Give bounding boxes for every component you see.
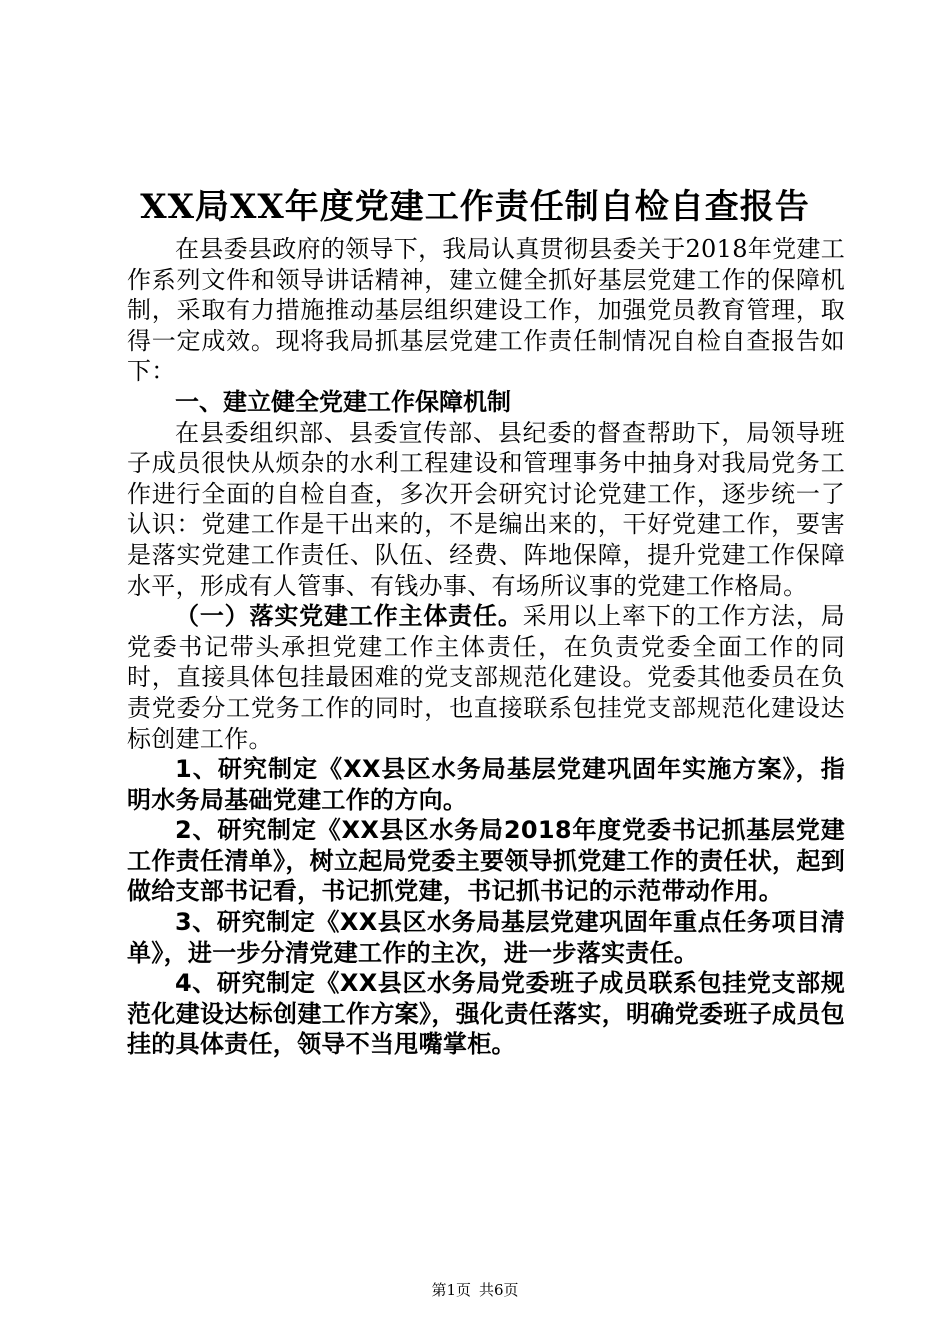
- document-body: [127, 234, 845, 1060]
- page-number: 第1页: [431, 1281, 471, 1299]
- list-item: 1、研究制定《XX县区水务局基层党建巩固年实施方案》，指明水务局基础党建工作的方向。: [127, 755, 845, 814]
- section-paragraph: 在县委组织部、县委宣传部、县纪委的督查帮助下，局领导班子成员很快从烦杂的水利工程建设和管理事务中抽身对我局党务工作进行全面的自检自查，多次开会研究讨论党建工作，逐步统一了认识：党建工作是干出来的，不是编出来的，干好党建工作，要害是落实党建工作责任、队伍、经费、阵地保障，提升党建工作保障水平，形成有人管事、有钱办事、有场所议事的党建工作格局。: [127, 418, 845, 600]
- document-title: XX局XX年度党建工作责任制自检自查报告: [140, 187, 810, 227]
- list-item: 2、研究制定《XX县区水务局2018年度党委书记抓基层党建工作责任清单》，树立起局党委主要领导抓党建工作的责任状，起到做给支部书记看，书记抓党建，书记抓书记的示范带动作用。: [127, 816, 845, 906]
- subsection-text: 采用以上率下的工作方法，局党委书记带头承担党建工作主体责任，在负责党委全面工作的同时，直接具体包挂最困难的党支部规范化建设。党委其他委员在负责党委分工党务工作的同时，也直接联系包挂党支部规范化建设达标创建工作。: [127, 602, 845, 753]
- subsection-lead: （一）落实党建工作主体责任。: [175, 602, 523, 631]
- page-footer: [0, 1280, 950, 1300]
- list-item: 4、研究制定《XX县区水务局党委班子成员联系包挂党支部规范化建设达标创建工作方案》，强化责任落实，明确党委班子成员包挂的具体责任，领导不当甩嘴掌柜。: [127, 969, 845, 1059]
- subsection-paragraph: [127, 601, 845, 754]
- page-total: 共6页: [479, 1281, 519, 1299]
- intro-paragraph: 在县委县政府的领导下，我局认真贯彻县委关于2018年党建工作系列文件和领导讲话精神，建立健全抓好基层党建工作的保障机制，采取有力措施推动基层组织建设工作，加强党员教育管理，取得一定成效。现将我局抓基层党建工作责任制情况自检自查报告如下：: [127, 235, 845, 386]
- list-item: 3、研究制定《XX县区水务局基层党建巩固年重点任务项目清单》，进一步分清党建工作的主次，进一步落实责任。: [127, 908, 845, 967]
- section-heading: 一、建立健全党建工作保障机制: [175, 387, 511, 416]
